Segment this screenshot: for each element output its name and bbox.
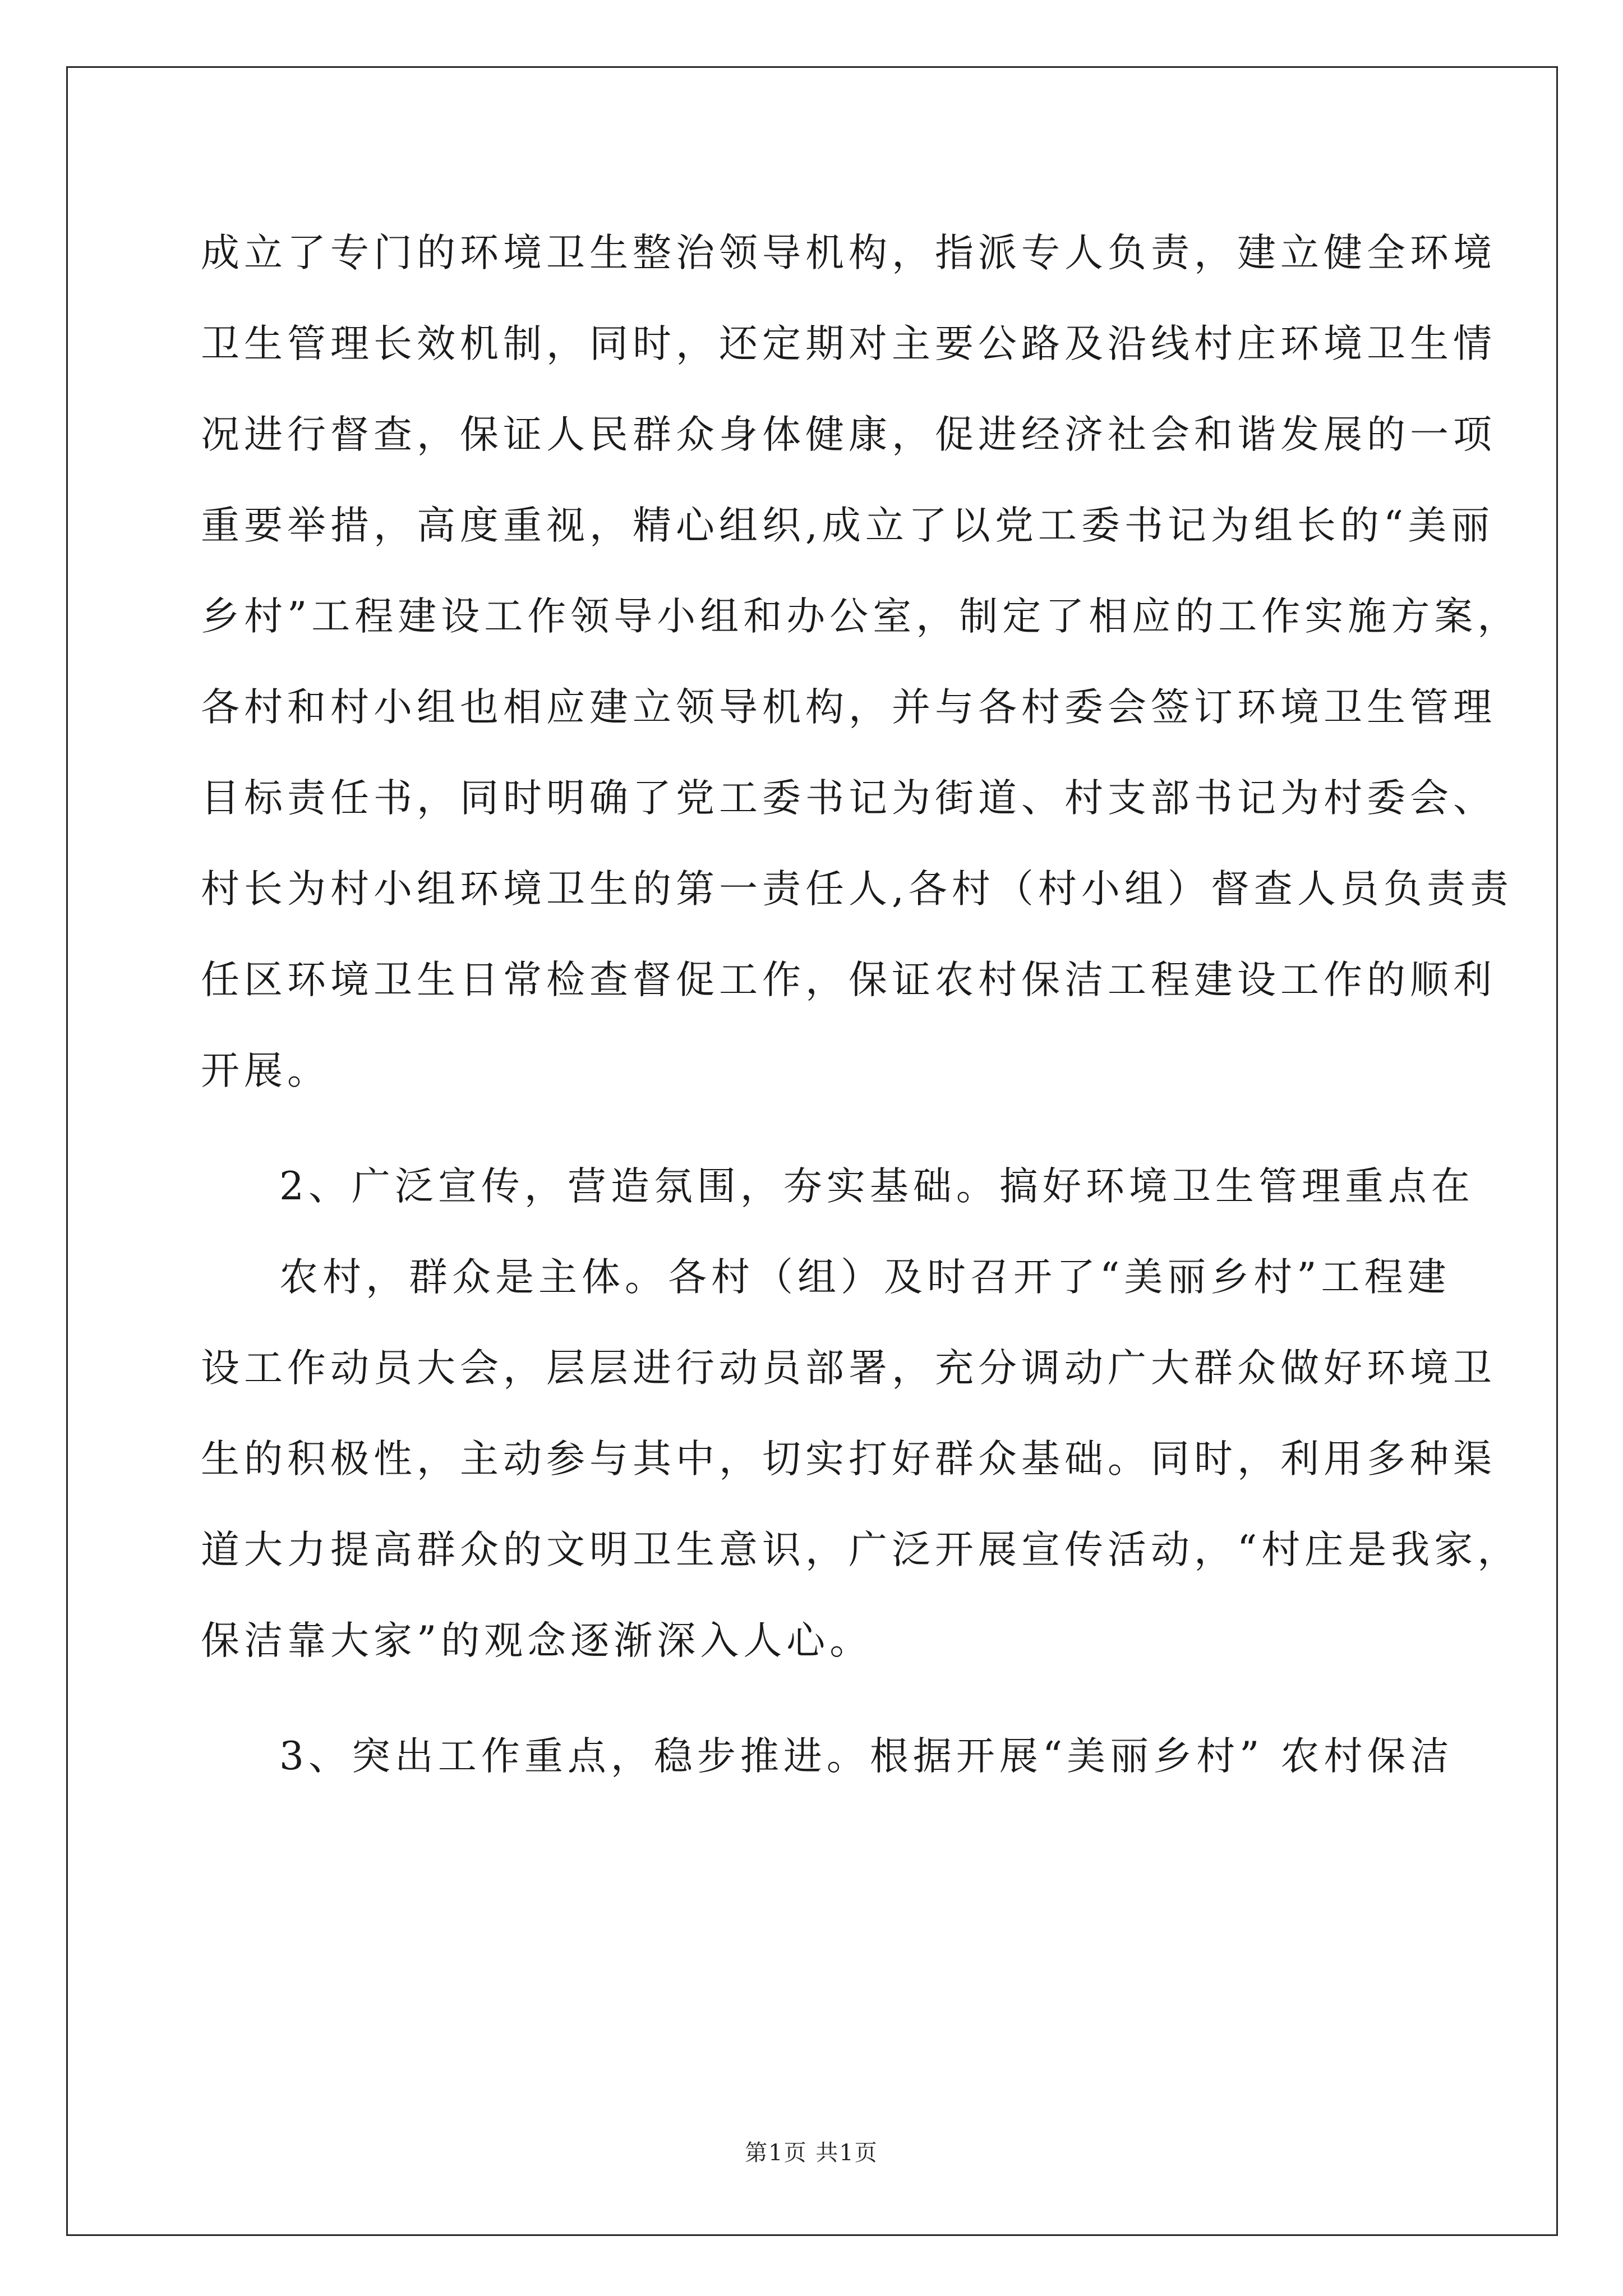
text-line: 各村和村小组也相应建立领导机构，并与各村委会签订环境卫生管理 xyxy=(201,685,1496,730)
text-line: 道大力提高群众的文明卫生意识，广泛开展宣传活动，“村庄是我家， xyxy=(201,1527,1521,1572)
paragraph-3 xyxy=(201,1711,1457,1802)
text-line: 目标责任书，同时明确了党工委书记为街道、村支部书记为村委会、 xyxy=(201,776,1496,821)
document-body xyxy=(201,208,1521,1802)
text-line: 开展。 xyxy=(201,1048,330,1093)
text-line: 卫生管理长效机制，同时，还定期对主要公路及沿线村庄环境卫生情 xyxy=(201,321,1496,366)
paragraph-1 xyxy=(201,208,1521,1116)
text-line: 况进行督查，保证人民群众身体健康，促进经济社会和谐发展的一项 xyxy=(201,412,1496,457)
text-line: 成立了专门的环境卫生整治领导机构，指派专人负责，建立健全环境 xyxy=(201,231,1496,275)
text-line: 农村，群众是主体。各村（组）及时召开了“美丽乡村”工程建 xyxy=(279,1255,1451,1300)
text-line: 3、突出工作重点，稳步推进。根据开展“美丽乡村” 农村保洁 xyxy=(279,1734,1454,1779)
page-number-footer: 第1页 共1页 xyxy=(745,2140,878,2166)
text-line: 生的积极性，主动参与其中，切实打好群众基础。同时，利用多种渠 xyxy=(201,1437,1496,1481)
paragraph-2 xyxy=(201,1141,1521,1686)
text-line: 2、广泛宣传，营造氛围，夯实基础。搞好环境卫生管理重点在 xyxy=(279,1164,1474,1209)
text-line: 村长为村小组环境卫生的第一责任人,各村（村小组）督查人员负责责 xyxy=(201,867,1513,912)
text-line: 重要举措，高度重视，精心组织,成立了以党工委书记为组长的“美丽 xyxy=(201,503,1495,548)
text-line: 设工作动员大会，层层进行动员部署，充分调动广大群众做好环境卫 xyxy=(201,1346,1496,1391)
text-line: 乡村”工程建设工作领导小组和办公室，制定了相应的工作实施方案， xyxy=(201,594,1521,639)
text-line: 保洁靠大家”的观念逐渐深入人心。 xyxy=(201,1618,873,1663)
text-line: 任区环境卫生日常检查督促工作，保证农村保洁工程建设工作的顺利 xyxy=(201,958,1496,1002)
